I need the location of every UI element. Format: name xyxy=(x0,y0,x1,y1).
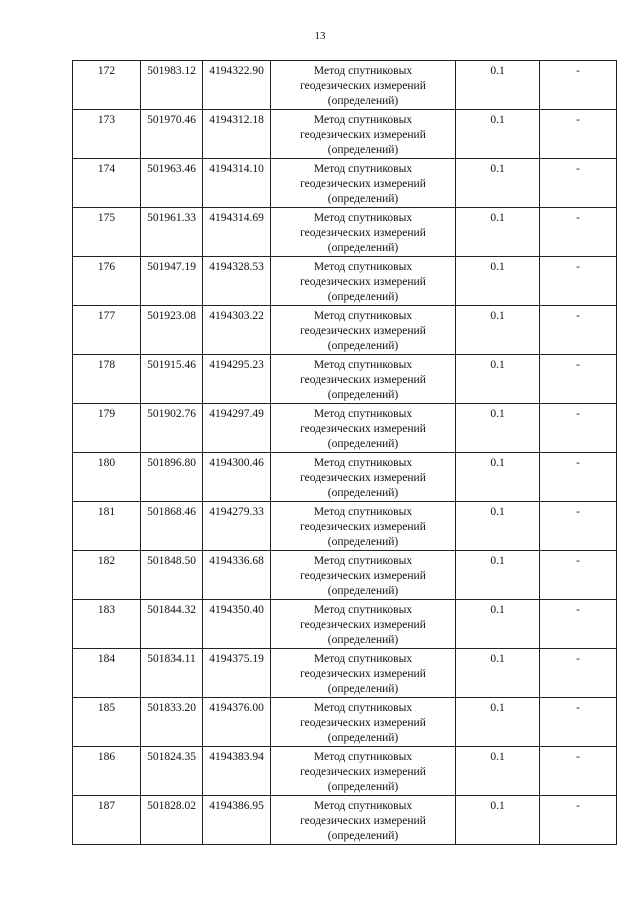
description-cell: - xyxy=(540,355,617,404)
table-row xyxy=(73,159,617,208)
coordinate-y-cell: 4194279.33 xyxy=(203,502,271,551)
point-number-cell: 180 xyxy=(73,453,141,502)
coordinate-y-cell: 4194314.69 xyxy=(203,208,271,257)
description-cell: - xyxy=(540,502,617,551)
method-line: Метод спутниковых xyxy=(313,506,413,518)
coordinate-y-cell: 4194312.18 xyxy=(203,110,271,159)
coordinate-y-cell: 4194303.22 xyxy=(203,306,271,355)
method-line: Метод спутниковых xyxy=(313,359,413,371)
method-line: геодезических измерений xyxy=(300,325,426,337)
coordinate-y-cell: 4194314.10 xyxy=(203,159,271,208)
accuracy-cell: 0.1 xyxy=(456,159,540,208)
method-line: геодезических измерений xyxy=(300,178,426,190)
method-line: Метод спутниковых xyxy=(313,800,413,812)
method-cell xyxy=(271,257,456,306)
coordinate-x-cell: 501824.35 xyxy=(141,747,203,796)
accuracy-cell: 0.1 xyxy=(456,355,540,404)
method-line: (определений) xyxy=(327,634,399,646)
accuracy-cell: 0.1 xyxy=(456,306,540,355)
coordinate-y-cell: 4194322.90 xyxy=(203,61,271,110)
table-row xyxy=(73,306,617,355)
point-number-cell: 179 xyxy=(73,404,141,453)
coordinate-x-cell: 501834.11 xyxy=(141,649,203,698)
coordinate-y-cell: 4194297.49 xyxy=(203,404,271,453)
coordinate-x-cell: 501844.32 xyxy=(141,600,203,649)
description-cell: - xyxy=(540,796,617,845)
page-number: 13 xyxy=(314,30,326,42)
accuracy-cell: 0.1 xyxy=(456,502,540,551)
method-line: геодезических измерений xyxy=(300,227,426,239)
method-line: (определений) xyxy=(327,781,399,793)
accuracy-cell: 0.1 xyxy=(456,61,540,110)
method-line: Метод спутниковых xyxy=(313,114,413,126)
method-line: (определений) xyxy=(327,389,399,401)
method-line: (определений) xyxy=(327,536,399,548)
method-line: геодезических измерений xyxy=(300,423,426,435)
coordinate-y-cell: 4194328.53 xyxy=(203,257,271,306)
coordinate-y-cell: 4194375.19 xyxy=(203,649,271,698)
method-cell xyxy=(271,600,456,649)
method-line: геодезических измерений xyxy=(300,619,426,631)
method-cell xyxy=(271,551,456,600)
accuracy-cell: 0.1 xyxy=(456,698,540,747)
coordinate-x-cell: 501983.12 xyxy=(141,61,203,110)
method-cell xyxy=(271,502,456,551)
method-line: (определений) xyxy=(327,683,399,695)
table-row xyxy=(73,61,617,110)
coordinate-y-cell: 4194336.68 xyxy=(203,551,271,600)
method-line: Метод спутниковых xyxy=(313,653,413,665)
description-cell: - xyxy=(540,698,617,747)
accuracy-cell: 0.1 xyxy=(456,747,540,796)
coordinate-y-cell: 4194383.94 xyxy=(203,747,271,796)
method-line: геодезических измерений xyxy=(300,276,426,288)
method-line: (определений) xyxy=(327,732,399,744)
description-cell: - xyxy=(540,306,617,355)
table-row xyxy=(73,698,617,747)
method-line: Метод спутниковых xyxy=(313,163,413,175)
method-line: геодезических измерений xyxy=(300,717,426,729)
table-row xyxy=(73,649,617,698)
accuracy-cell: 0.1 xyxy=(456,649,540,698)
method-line: геодезических измерений xyxy=(300,766,426,778)
point-number-cell: 175 xyxy=(73,208,141,257)
method-line: (определений) xyxy=(327,242,399,254)
description-cell: - xyxy=(540,453,617,502)
table-row xyxy=(73,551,617,600)
method-line: (определений) xyxy=(327,95,399,107)
method-line: Метод спутниковых xyxy=(313,310,413,322)
table-row xyxy=(73,600,617,649)
method-line: Метод спутниковых xyxy=(313,604,413,616)
table-row xyxy=(73,796,617,845)
method-cell xyxy=(271,355,456,404)
coordinate-x-cell: 501848.50 xyxy=(141,551,203,600)
method-cell xyxy=(271,453,456,502)
method-line: (определений) xyxy=(327,438,399,450)
point-number-cell: 182 xyxy=(73,551,141,600)
point-number-cell: 178 xyxy=(73,355,141,404)
coordinate-y-cell: 4194295.23 xyxy=(203,355,271,404)
description-cell: - xyxy=(540,600,617,649)
coordinate-x-cell: 501970.46 xyxy=(141,110,203,159)
accuracy-cell: 0.1 xyxy=(456,551,540,600)
accuracy-cell: 0.1 xyxy=(456,453,540,502)
coordinate-x-cell: 501896.80 xyxy=(141,453,203,502)
coordinates-table xyxy=(72,60,617,845)
description-cell: - xyxy=(540,61,617,110)
accuracy-cell: 0.1 xyxy=(456,600,540,649)
method-line: геодезических измерений xyxy=(300,668,426,680)
point-number-cell: 185 xyxy=(73,698,141,747)
method-cell xyxy=(271,404,456,453)
coordinate-y-cell: 4194300.46 xyxy=(203,453,271,502)
method-line: (определений) xyxy=(327,340,399,352)
method-line: (определений) xyxy=(327,585,399,597)
description-cell: - xyxy=(540,257,617,306)
point-number-cell: 172 xyxy=(73,61,141,110)
table-row xyxy=(73,502,617,551)
method-line: (определений) xyxy=(327,830,399,842)
accuracy-cell: 0.1 xyxy=(456,796,540,845)
point-number-cell: 186 xyxy=(73,747,141,796)
description-cell: - xyxy=(540,404,617,453)
point-number-cell: 187 xyxy=(73,796,141,845)
method-cell xyxy=(271,61,456,110)
method-line: Метод спутниковых xyxy=(313,65,413,77)
method-line: геодезических измерений xyxy=(300,129,426,141)
method-cell xyxy=(271,649,456,698)
point-number-cell: 184 xyxy=(73,649,141,698)
coordinate-x-cell: 501947.19 xyxy=(141,257,203,306)
description-cell: - xyxy=(540,159,617,208)
table-row xyxy=(73,110,617,159)
method-line: геодезических измерений xyxy=(300,521,426,533)
coordinate-y-cell: 4194376.00 xyxy=(203,698,271,747)
method-line: геодезических измерений xyxy=(300,80,426,92)
table-row xyxy=(73,355,617,404)
method-cell xyxy=(271,796,456,845)
method-cell xyxy=(271,208,456,257)
coordinate-x-cell: 501923.08 xyxy=(141,306,203,355)
method-line: Метод спутниковых xyxy=(313,261,413,273)
accuracy-cell: 0.1 xyxy=(456,208,540,257)
table-row xyxy=(73,404,617,453)
point-number-cell: 183 xyxy=(73,600,141,649)
method-cell xyxy=(271,698,456,747)
accuracy-cell: 0.1 xyxy=(456,110,540,159)
method-cell xyxy=(271,159,456,208)
method-cell xyxy=(271,306,456,355)
method-cell xyxy=(271,110,456,159)
coordinate-y-cell: 4194350.40 xyxy=(203,600,271,649)
method-line: геодезических измерений xyxy=(300,570,426,582)
method-line: (определений) xyxy=(327,487,399,499)
coordinate-x-cell: 501963.46 xyxy=(141,159,203,208)
table-row xyxy=(73,257,617,306)
description-cell: - xyxy=(540,747,617,796)
table-row xyxy=(73,208,617,257)
coordinate-x-cell: 501868.46 xyxy=(141,502,203,551)
coordinates-table-body xyxy=(73,61,617,845)
coordinate-x-cell: 501915.46 xyxy=(141,355,203,404)
point-number-cell: 173 xyxy=(73,110,141,159)
description-cell: - xyxy=(540,208,617,257)
coordinate-x-cell: 501961.33 xyxy=(141,208,203,257)
method-line: геодезических измерений xyxy=(300,374,426,386)
method-line: (определений) xyxy=(327,144,399,156)
point-number-cell: 174 xyxy=(73,159,141,208)
description-cell: - xyxy=(540,110,617,159)
coordinate-x-cell: 501828.02 xyxy=(141,796,203,845)
accuracy-cell: 0.1 xyxy=(456,404,540,453)
table-row xyxy=(73,747,617,796)
method-line: Метод спутниковых xyxy=(313,702,413,714)
method-line: Метод спутниковых xyxy=(313,555,413,567)
method-line: Метод спутниковых xyxy=(313,212,413,224)
method-line: геодезических измерений xyxy=(300,815,426,827)
coordinate-x-cell: 501833.20 xyxy=(141,698,203,747)
method-cell xyxy=(271,747,456,796)
method-line: Метод спутниковых xyxy=(313,751,413,763)
method-line: Метод спутниковых xyxy=(313,457,413,469)
method-line: Метод спутниковых xyxy=(313,408,413,420)
coordinate-y-cell: 4194386.95 xyxy=(203,796,271,845)
description-cell: - xyxy=(540,649,617,698)
coordinate-x-cell: 501902.76 xyxy=(141,404,203,453)
method-line: геодезических измерений xyxy=(300,472,426,484)
point-number-cell: 176 xyxy=(73,257,141,306)
point-number-cell: 177 xyxy=(73,306,141,355)
point-number-cell: 181 xyxy=(73,502,141,551)
method-line: (определений) xyxy=(327,291,399,303)
table-row xyxy=(73,453,617,502)
description-cell: - xyxy=(540,551,617,600)
method-line: (определений) xyxy=(327,193,399,205)
accuracy-cell: 0.1 xyxy=(456,257,540,306)
